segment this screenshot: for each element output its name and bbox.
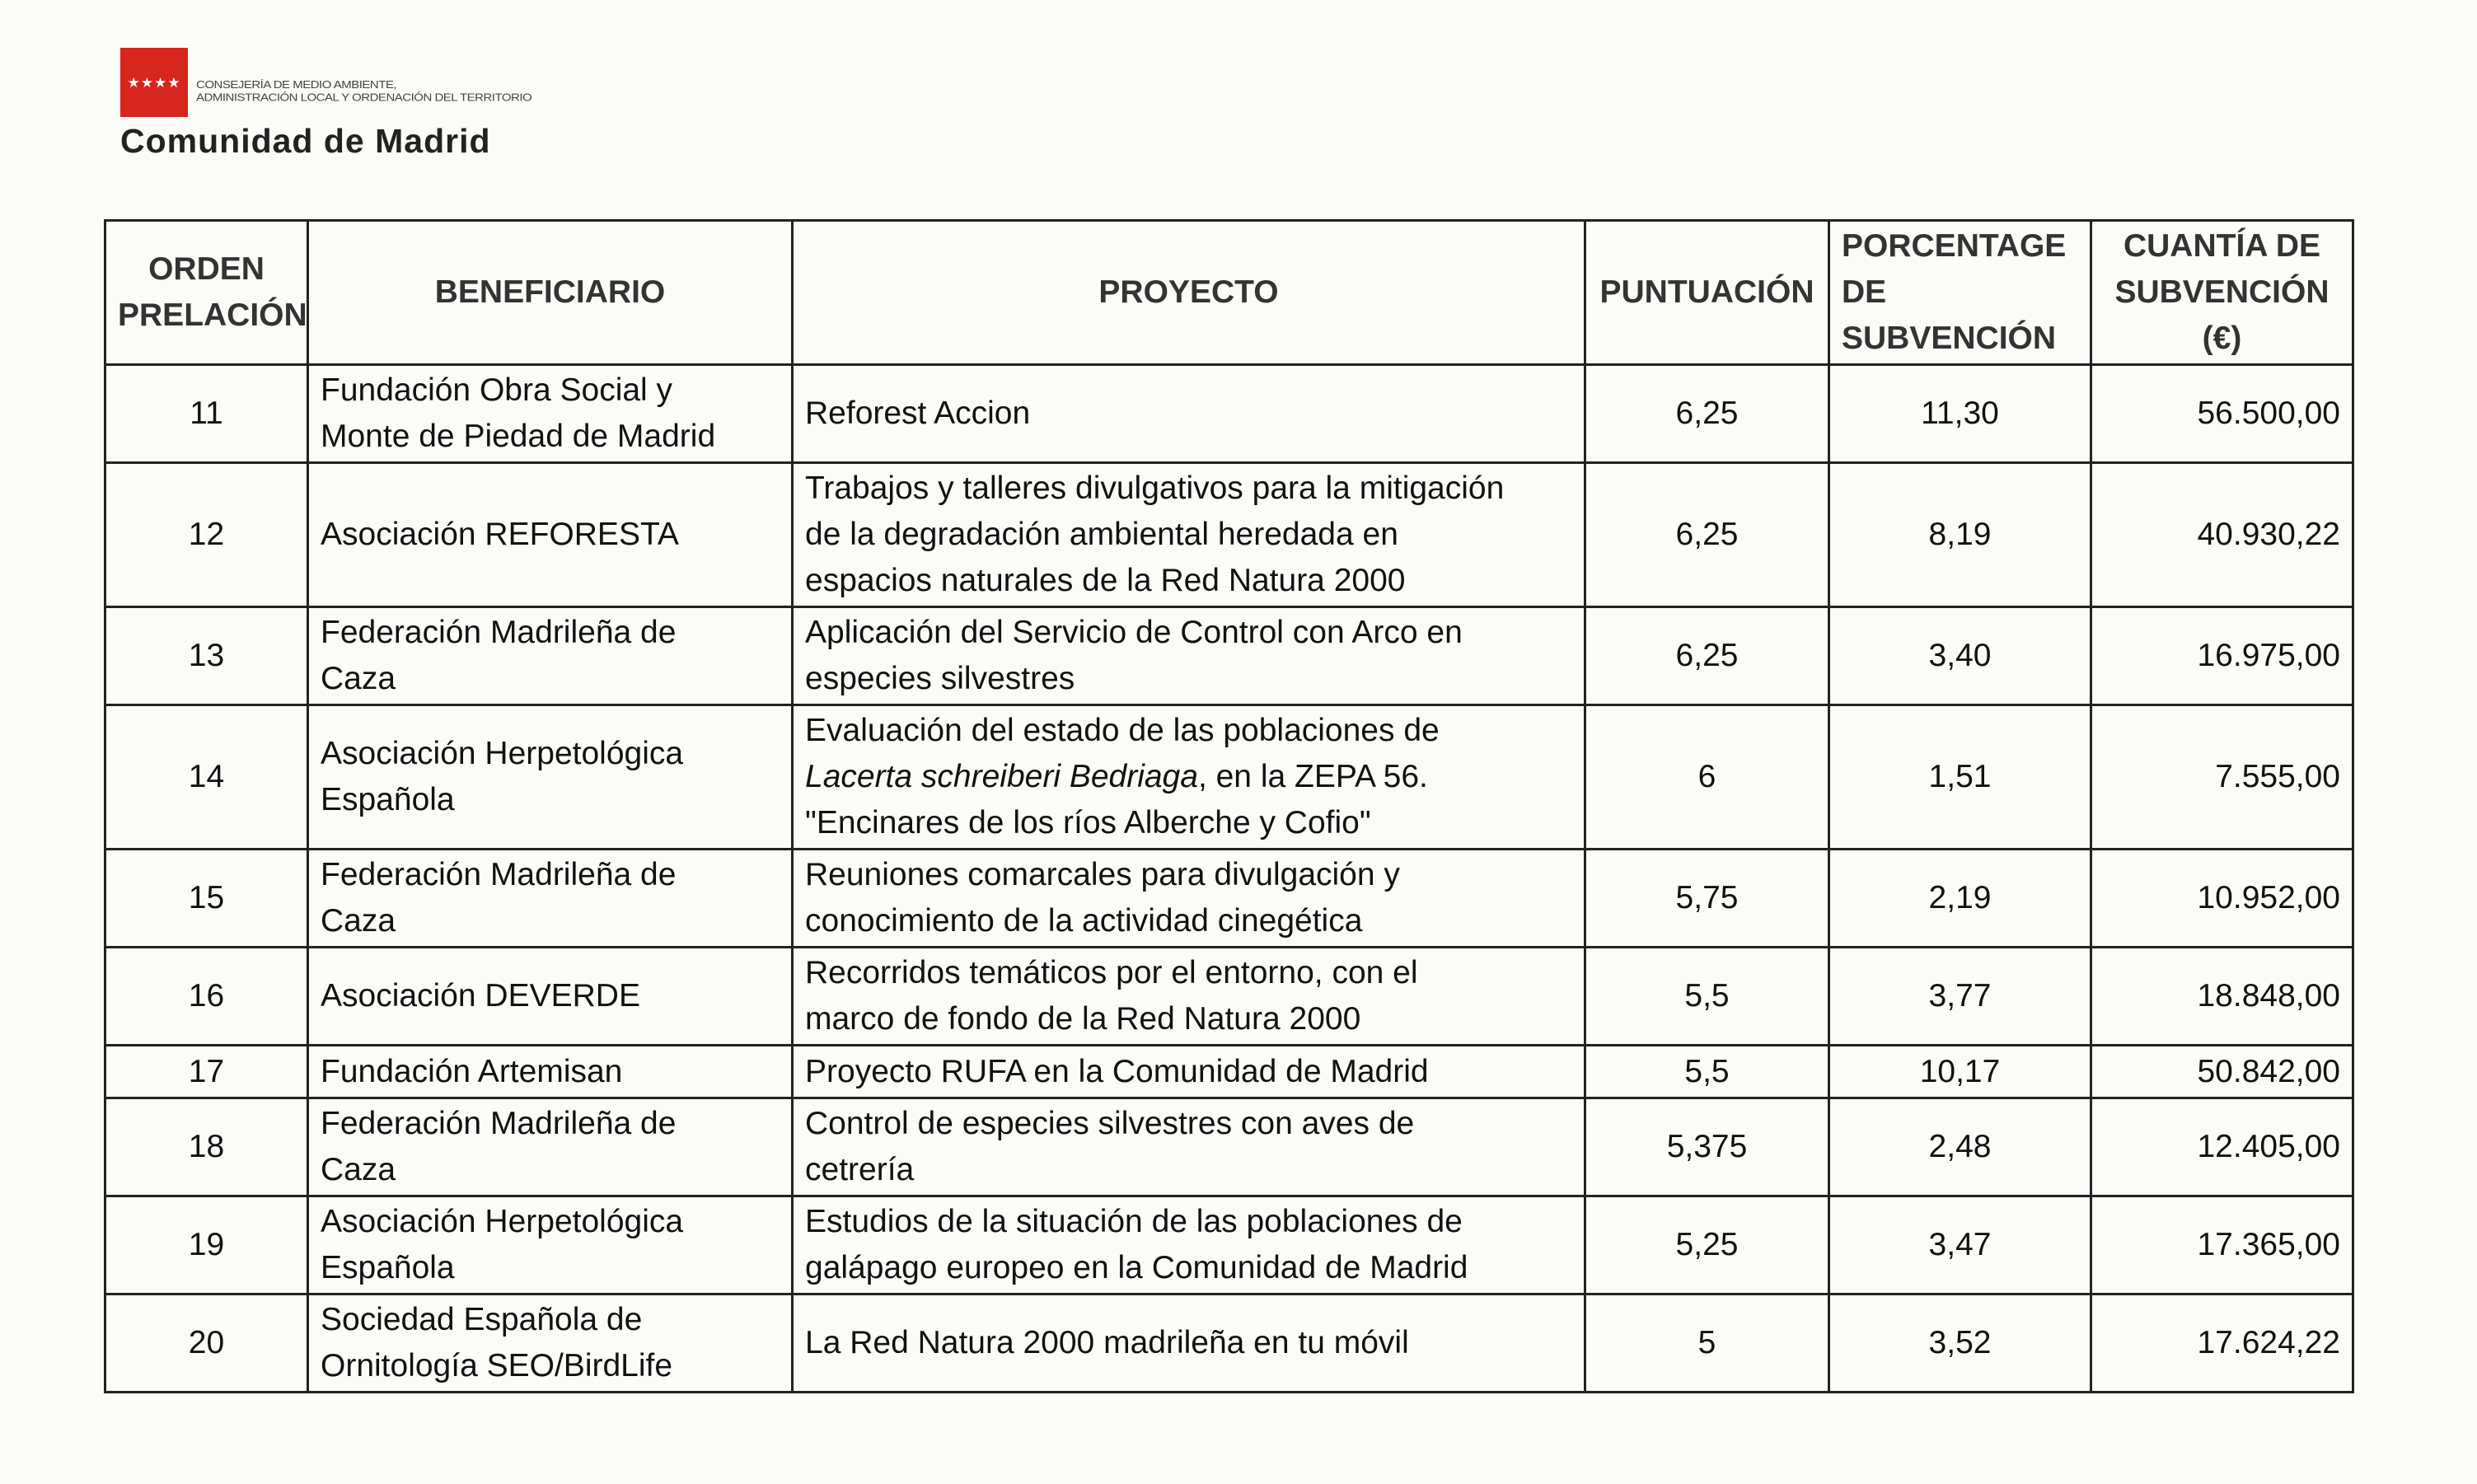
col-orden-prelacion: ORDEN PRELACIÓN: [105, 221, 308, 365]
cell-puntuacion: 5: [1585, 1294, 1829, 1393]
cell-cuantia: 7.555,00: [2091, 705, 2353, 850]
cell-porcentaje: 3,47: [1829, 1196, 2091, 1294]
flag-stars: ★★★★: [127, 74, 181, 91]
cell-proyecto: Recorridos temáticos por el entorno, con el marco de fondo de la Red Natura 2000: [793, 948, 1585, 1046]
cell-beneficiario: Asociación DEVERDE: [308, 948, 793, 1046]
table-row: [105, 365, 2353, 463]
cell-proyecto: Aplicación del Servicio de Control con Arco en especies silvestres: [793, 607, 1585, 705]
table-row: [105, 607, 2353, 705]
comunidad-madrid-logo: [120, 48, 582, 163]
cell-porcentaje: 3,52: [1829, 1294, 2091, 1393]
cell-beneficiario: Federación Madrileña de Caza: [308, 1098, 793, 1196]
cell-proyecto: Proyecto RUFA en la Comunidad de Madrid: [793, 1046, 1585, 1098]
cell-orden: 12: [105, 463, 308, 607]
cell-cuantia: 17.365,00: [2091, 1196, 2353, 1294]
cell-porcentaje: 3,40: [1829, 607, 2091, 705]
table-row: [105, 1098, 2353, 1196]
table-row: [105, 463, 2353, 607]
cell-proyecto: La Red Natura 2000 madrileña en tu móvil: [793, 1294, 1585, 1393]
cell-proyecto: Evaluación del estado de las poblaciones de Lacerta schreiberi Bedriaga, en la ZEPA 56. "Encinares de los ríos Alberche y Cofio": [793, 705, 1585, 850]
cell-proyecto: Estudios de la situación de las poblaciones de galápago europeo en la Comunidad de Madrid: [793, 1196, 1585, 1294]
cell-orden: 18: [105, 1098, 308, 1196]
table-header-row: [105, 221, 2353, 365]
cell-puntuacion: 5,75: [1585, 850, 1829, 948]
table-row: [105, 948, 2353, 1046]
cell-orden: 13: [105, 607, 308, 705]
department-line-1: CONSEJERÍA DE MEDIO AMBIENTE,: [196, 79, 397, 91]
col-beneficiario: BENEFICIARIO: [308, 221, 793, 365]
cell-orden: 19: [105, 1196, 308, 1294]
cell-orden: 11: [105, 365, 308, 463]
subsidy-table: [104, 219, 2354, 1393]
cell-cuantia: 50.842,00: [2091, 1046, 2353, 1098]
department-name: [196, 79, 583, 105]
col-cuantia-subvencion: CUANTÍA DE SUBVENCIÓN (€): [2091, 221, 2353, 365]
col-proyecto: PROYECTO: [793, 221, 1585, 365]
cell-puntuacion: 5,5: [1585, 948, 1829, 1046]
proyecto-species-line: Lacerta schreiberi Bedriaga, en la ZEPA 56.: [805, 759, 1428, 794]
table-row: [105, 1196, 2353, 1294]
cell-orden: 15: [105, 850, 308, 948]
cell-puntuacion: 5,25: [1585, 1196, 1829, 1294]
madrid-flag-icon: [120, 48, 188, 117]
cell-porcentaje: 1,51: [1829, 705, 2091, 850]
cell-beneficiario: Fundación Obra Social y Monte de Piedad de Madrid: [308, 365, 793, 463]
cell-porcentaje: 3,77: [1829, 948, 2091, 1046]
cell-porcentaje: 8,19: [1829, 463, 2091, 607]
cell-orden: 17: [105, 1046, 308, 1098]
cell-puntuacion: 6,25: [1585, 365, 1829, 463]
department-line-2: ADMINISTRACIÓN LOCAL Y ORDENACIÓN DEL TERRITORIO: [196, 91, 532, 104]
cell-cuantia: 18.848,00: [2091, 948, 2353, 1046]
cell-beneficiario: Federación Madrileña de Caza: [308, 607, 793, 705]
cell-puntuacion: 5,375: [1585, 1098, 1829, 1196]
cell-beneficiario: Fundación Artemisan: [308, 1046, 793, 1098]
cell-cuantia: 40.930,22: [2091, 463, 2353, 607]
cell-cuantia: 56.500,00: [2091, 365, 2353, 463]
cell-porcentaje: 2,19: [1829, 850, 2091, 948]
cell-proyecto: Reuniones comarcales para divulgación y conocimiento de la actividad cinegética: [793, 850, 1585, 948]
cell-cuantia: 16.975,00: [2091, 607, 2353, 705]
cell-orden: 20: [105, 1294, 308, 1393]
col-puntuacion: PUNTUACIÓN: [1585, 221, 1829, 365]
cell-puntuacion: 5,5: [1585, 1046, 1829, 1098]
cell-proyecto: Control de especies silvestres con aves de cetrería: [793, 1098, 1585, 1196]
cell-cuantia: 12.405,00: [2091, 1098, 2353, 1196]
cell-puntuacion: 6: [1585, 705, 1829, 850]
cell-proyecto: Reforest Accion: [793, 365, 1585, 463]
col-porcentaje-subvencion: PORCENTAGE DE SUBVENCIÓN: [1829, 221, 2091, 365]
cell-porcentaje: 2,48: [1829, 1098, 2091, 1196]
cell-porcentaje: 10,17: [1829, 1046, 2091, 1098]
cell-puntuacion: 6,25: [1585, 463, 1829, 607]
brand-name: Comunidad de Madrid: [120, 122, 491, 160]
cell-orden: 16: [105, 948, 308, 1046]
cell-cuantia: 17.624,22: [2091, 1294, 2353, 1393]
cell-beneficiario: Sociedad Española de Ornitología SEO/BirdLife: [308, 1294, 793, 1393]
cell-orden: 14: [105, 705, 308, 850]
cell-beneficiario: Asociación Herpetológica Española: [308, 1196, 793, 1294]
table-row: [105, 1046, 2353, 1098]
table-row: [105, 705, 2353, 850]
cell-puntuacion: 6,25: [1585, 607, 1829, 705]
cell-beneficiario: Asociación REFORESTA: [308, 463, 793, 607]
cell-cuantia: 10.952,00: [2091, 850, 2353, 948]
cell-proyecto: Trabajos y talleres divulgativos para la mitigación de la degradación ambiental heredada en espacios naturales de la Red Natura 2000: [793, 463, 1585, 607]
cell-beneficiario: Federación Madrileña de Caza: [308, 850, 793, 948]
table-row: [105, 1294, 2353, 1393]
table-row: [105, 850, 2353, 948]
cell-beneficiario: Asociación Herpetológica Española: [308, 705, 793, 850]
cell-porcentaje: 11,30: [1829, 365, 2091, 463]
